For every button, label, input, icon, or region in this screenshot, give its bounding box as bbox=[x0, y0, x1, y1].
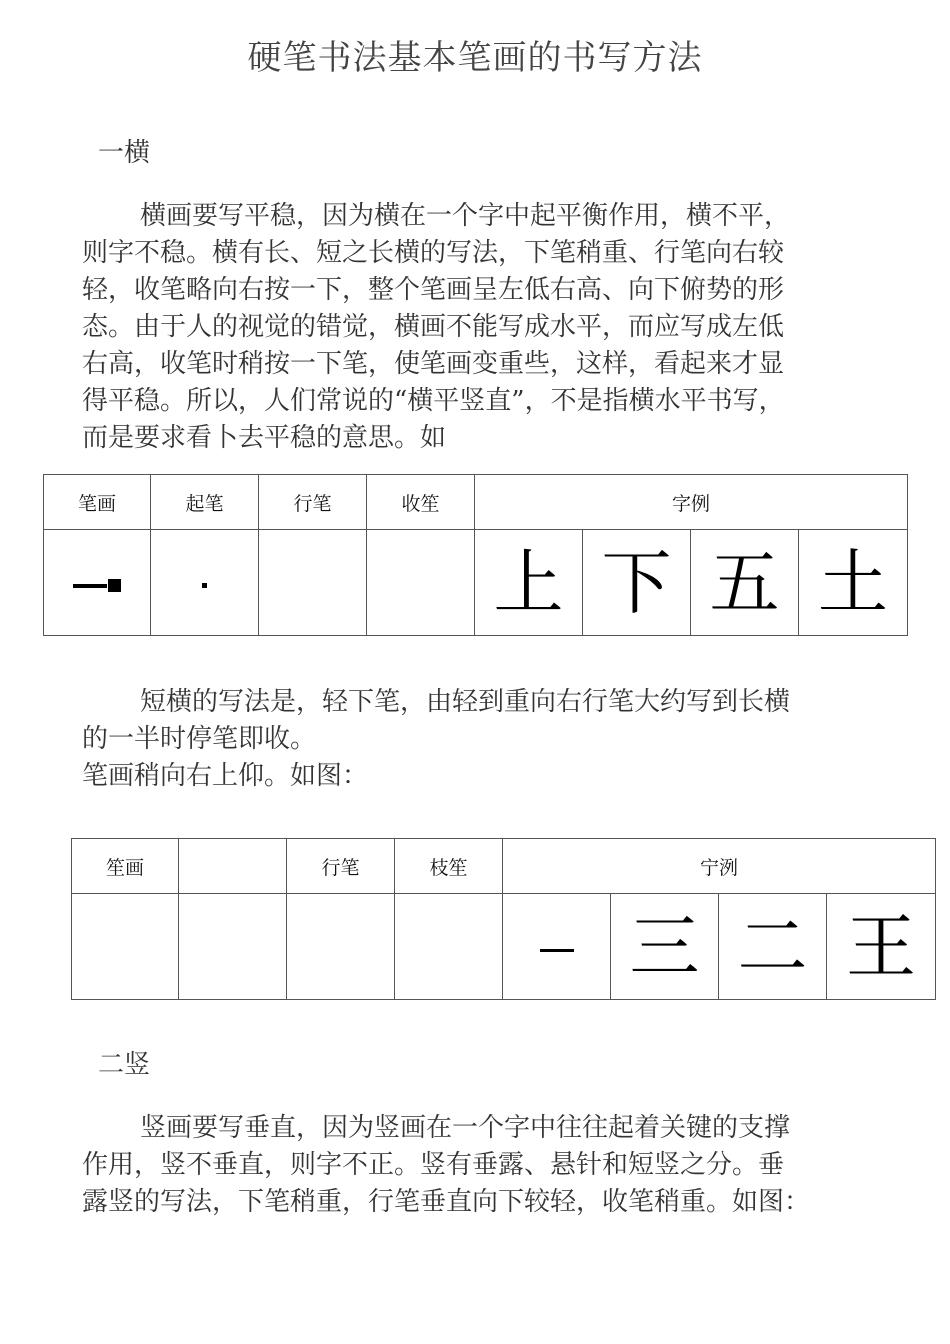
end-cell bbox=[367, 530, 475, 636]
header-move: 行笔 bbox=[259, 475, 367, 530]
text-line: 横画要写平稳，因为横在一个字中起平衡作用，横不平， bbox=[140, 201, 791, 231]
header-examples: 字例 bbox=[475, 475, 908, 530]
page-title: 硬笔书法基本笔画的书写方法 bbox=[247, 38, 703, 78]
short-stroke-cell bbox=[503, 894, 611, 1000]
section-heading-horizontal: 一横 bbox=[98, 138, 151, 168]
stroke-cell bbox=[72, 894, 179, 1000]
header-stroke: 笔画 bbox=[44, 475, 151, 530]
example-cell bbox=[827, 894, 936, 1000]
header-end: 收笙 bbox=[367, 475, 475, 530]
example-char: 三 bbox=[629, 905, 700, 988]
header-blank bbox=[179, 839, 287, 894]
example-cell bbox=[719, 894, 827, 1000]
example-char: 土 bbox=[818, 541, 888, 624]
short-horizontal-table bbox=[71, 838, 936, 1000]
move-cell bbox=[259, 530, 367, 636]
long-horizontal-stroke-icon bbox=[73, 579, 121, 592]
section-heading-vertical: 二竖 bbox=[98, 1050, 151, 1080]
example-cell bbox=[475, 530, 583, 636]
paragraph-vertical-intro bbox=[82, 1110, 882, 1221]
text-line: 竖画要写垂直，因为竖画在一个字中往往起着关键的支撑 bbox=[140, 1113, 791, 1143]
text-line: 笔画稍向右上仰。如图： bbox=[82, 761, 369, 791]
paragraph-horizontal-intro bbox=[82, 198, 882, 457]
text-line: 则字不稳。横有长、短之长横的写法，下笔稍重、行笔向右较 bbox=[82, 238, 785, 268]
short-horizontal-stroke-icon bbox=[540, 949, 574, 952]
text-line: 的一半时停笔即收。 bbox=[82, 724, 317, 754]
text-line: 得平稳。所以，人们常说的“横平竖直”，不是指横水平书写， bbox=[82, 386, 785, 416]
stroke-cell bbox=[44, 530, 151, 636]
example-cell bbox=[691, 530, 799, 636]
move-cell bbox=[287, 894, 395, 1000]
paragraph-short-horizontal bbox=[82, 684, 882, 795]
header-examples: 宁洌 bbox=[503, 839, 936, 894]
example-cell bbox=[799, 530, 908, 636]
example-char: 下 bbox=[601, 541, 672, 624]
text-line: 轻，收笔略向右按一下，整个笔画呈左低右高、向下俯势的形 bbox=[82, 275, 785, 305]
header-start: 起笔 bbox=[151, 475, 259, 530]
text-line: 右高，收笔时稍按一下笔，使笔画变重些，这样，看起来才显 bbox=[82, 349, 785, 379]
example-char: 二 bbox=[737, 905, 808, 988]
text-line: 露竖的写法，下笔稍重，行笔垂直向下较轻，收笔稍重。如图： bbox=[82, 1187, 811, 1217]
blank-cell bbox=[179, 894, 287, 1000]
header-move: 行笔 bbox=[287, 839, 395, 894]
example-char: 上 bbox=[493, 541, 564, 624]
text-line: 作用，竖不垂直，则字不正。竖有垂露、悬针和短竖之分。垂 bbox=[82, 1150, 785, 1180]
example-cell bbox=[583, 530, 691, 636]
header-stroke: 笙画 bbox=[72, 839, 179, 894]
text-line: 态。由于人的视觉的错觉，横画不能写成水平，而应写成左低 bbox=[82, 312, 785, 342]
example-char: 王 bbox=[846, 905, 916, 988]
long-horizontal-table bbox=[43, 474, 908, 636]
example-cell bbox=[611, 894, 719, 1000]
text-line: 短横的写法是，轻下笔，由轻到重向右行笔大约写到长横 bbox=[140, 687, 791, 717]
text-line: 而是要求看卜去平稳的意思。如 bbox=[82, 423, 447, 453]
dot-icon bbox=[202, 583, 207, 588]
start-cell bbox=[151, 530, 259, 636]
end-cell bbox=[395, 894, 503, 1000]
example-char: 五 bbox=[709, 541, 780, 624]
header-end: 枝笙 bbox=[395, 839, 503, 894]
